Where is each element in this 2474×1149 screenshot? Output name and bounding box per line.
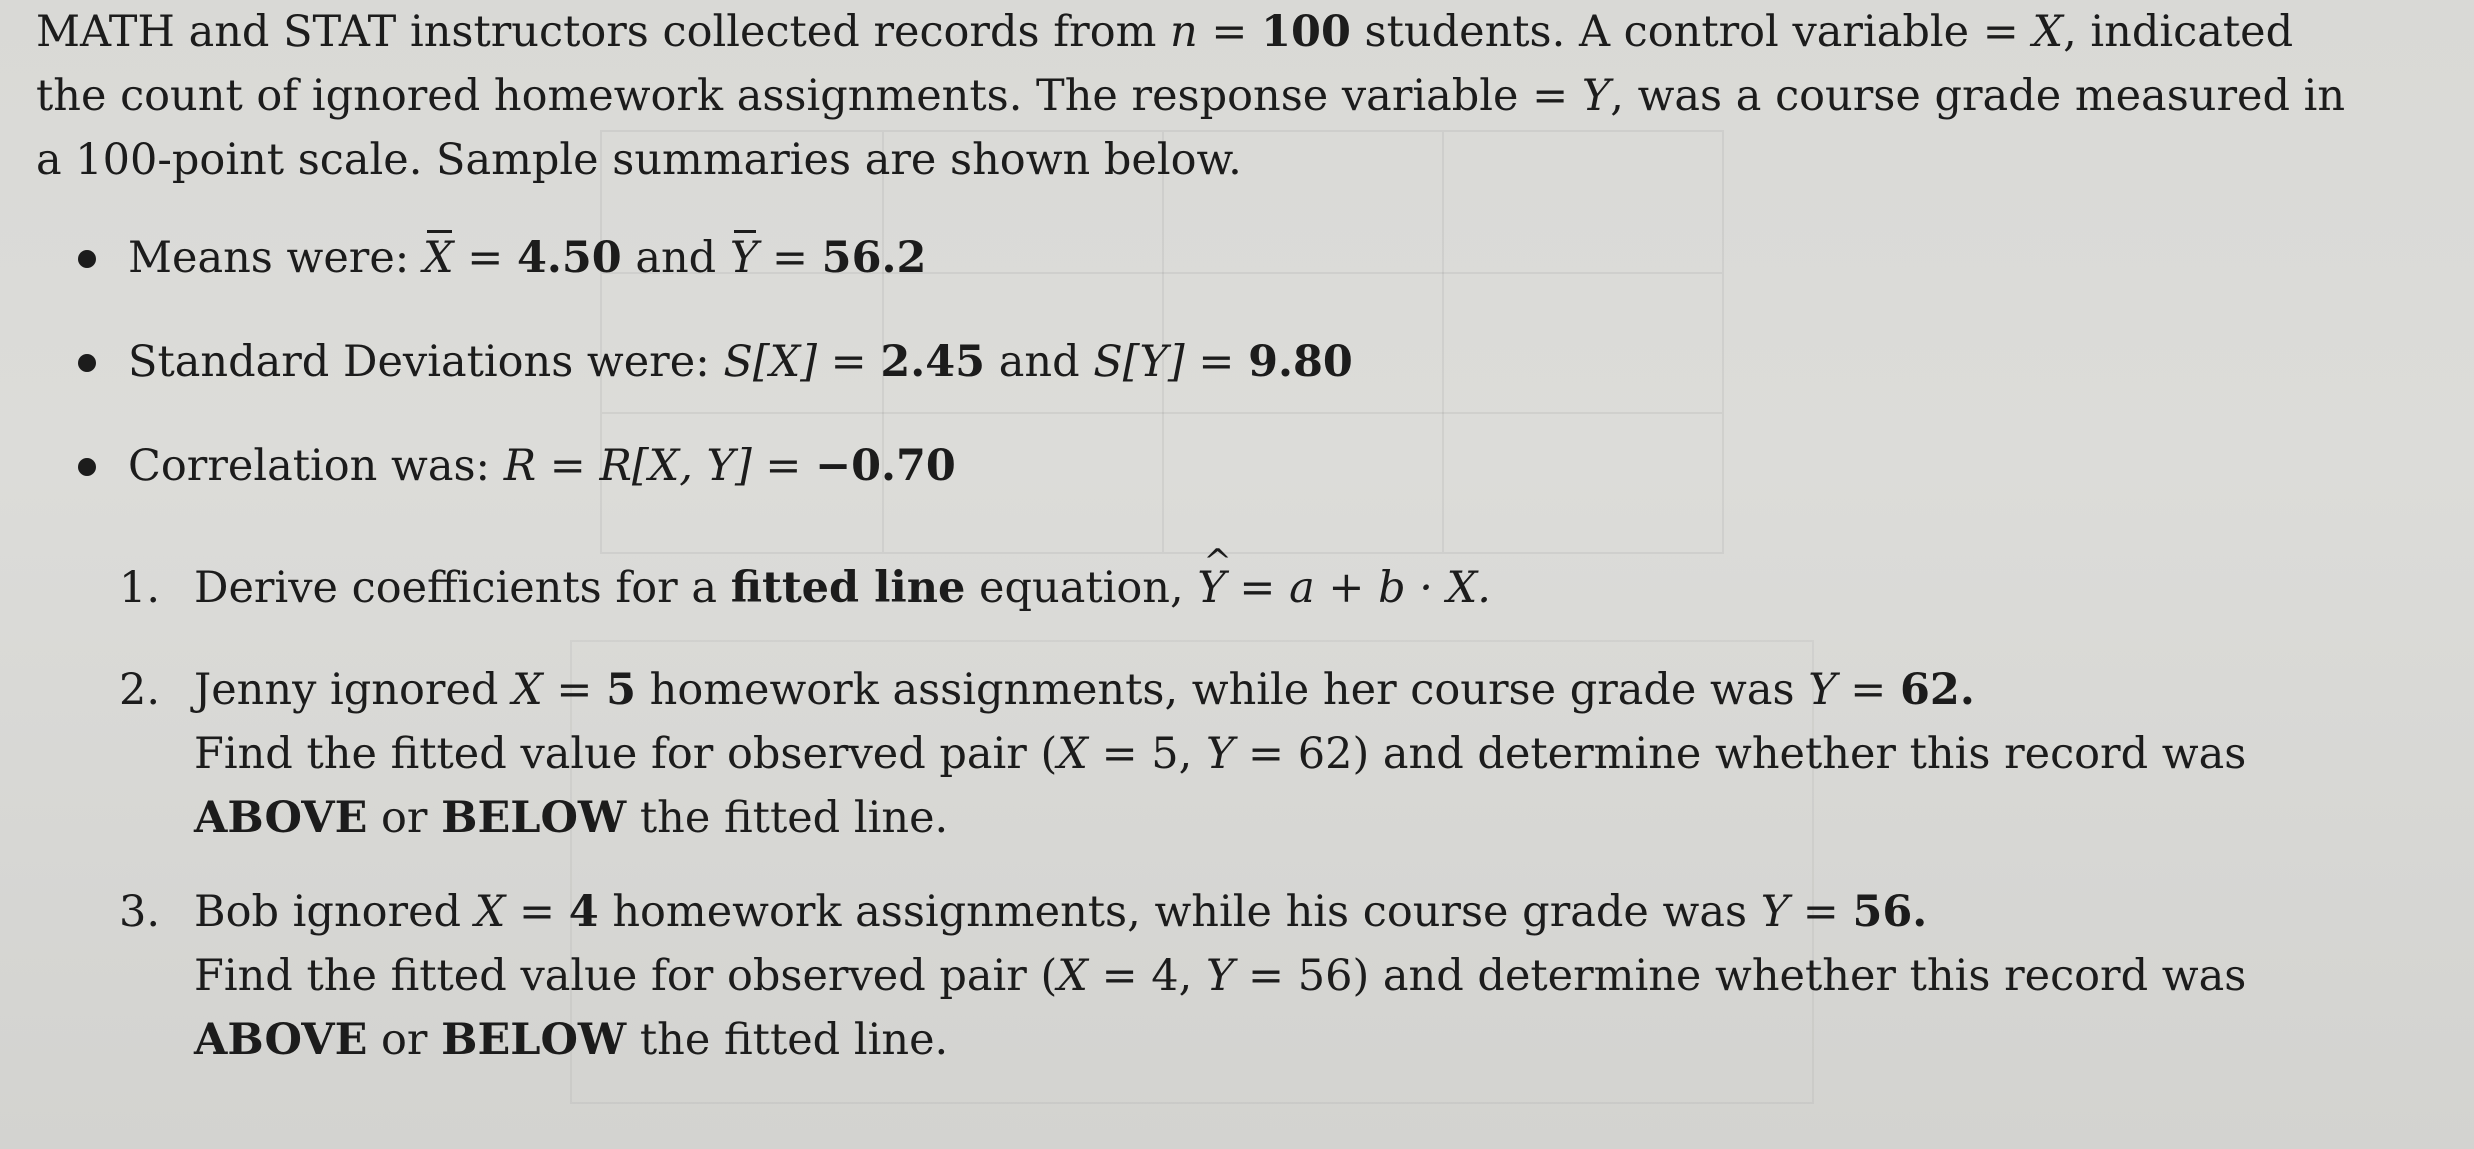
text-span: Y bbox=[730, 228, 758, 288]
problem-intro bbox=[36, 0, 2346, 192]
text-span: 56. bbox=[1852, 887, 1928, 937]
text-span: Derive coefficients for a bbox=[194, 563, 731, 613]
text-span: Find the fitted value for observed pair ( bbox=[194, 729, 1058, 779]
text-span: R[X, Y] bbox=[599, 441, 752, 491]
text-span: Standard Deviations were: bbox=[128, 337, 724, 387]
text-span: BELOW bbox=[441, 793, 627, 843]
text-span: X bbox=[474, 887, 506, 937]
text-span: 1. bbox=[119, 563, 161, 613]
text-span: = bbox=[751, 441, 816, 491]
text-span: 4 bbox=[568, 887, 599, 937]
text-span: = bbox=[816, 337, 881, 387]
text-span: X bbox=[1057, 951, 1088, 1001]
text-span: Y bbox=[1760, 887, 1790, 937]
text-span: = bbox=[758, 233, 822, 283]
text-span: = 4, bbox=[1087, 951, 1206, 1001]
text-span: Y bbox=[1581, 71, 1611, 121]
text-span: the fitted line. bbox=[626, 1015, 949, 1065]
text-span: = bbox=[505, 887, 569, 937]
text-span: X bbox=[423, 228, 454, 288]
text-span: = 56) and determine whether this record was bbox=[1234, 951, 2247, 1001]
text-span: homework assignments, while her course grade was bbox=[636, 665, 1809, 715]
text-span: Means were: bbox=[128, 233, 423, 283]
text-span: −0.70 bbox=[815, 441, 956, 491]
text-span: , was a course grade measured in bbox=[1610, 71, 2346, 121]
text-span: X bbox=[512, 665, 543, 715]
correlation-bullet bbox=[128, 436, 956, 496]
text-span: and bbox=[985, 337, 1094, 387]
bullet-dot bbox=[78, 250, 96, 268]
text-span: 2.45 bbox=[880, 337, 986, 387]
text-span: n bbox=[1170, 7, 1198, 57]
text-span: = bbox=[1225, 563, 1290, 613]
text-span: = bbox=[1836, 665, 1900, 715]
text-span: = bbox=[536, 441, 600, 491]
text-span: R bbox=[503, 441, 537, 491]
text-span: S[X] bbox=[723, 337, 817, 387]
text-span: homework assignments, while his course grade was bbox=[598, 887, 1761, 937]
text-span: ABOVE bbox=[194, 793, 368, 843]
text-span: 9.80 bbox=[1248, 337, 1353, 387]
text-span: 2. bbox=[119, 665, 161, 715]
intro-line-1 bbox=[36, 0, 2336, 64]
text-span: X bbox=[1057, 729, 1088, 779]
text-span: Jenny ignored bbox=[194, 665, 513, 715]
text-span: = bbox=[1197, 7, 1262, 57]
text-span: Y bbox=[1205, 729, 1235, 779]
text-span: or bbox=[367, 793, 442, 843]
intro-line-3: a 100-point scale. Sample summaries are shown below. bbox=[36, 135, 1242, 185]
sd-bullet bbox=[128, 332, 1353, 392]
text-span: = 62) and determine whether this record was bbox=[1234, 729, 2247, 779]
text-span: Y bbox=[1808, 665, 1837, 715]
text-span: 62. bbox=[1900, 665, 1975, 715]
intro-line-2 bbox=[36, 64, 2346, 128]
text-span: = bbox=[1184, 337, 1249, 387]
text-span: or bbox=[367, 1015, 442, 1065]
text-span: Correlation was: bbox=[128, 441, 504, 491]
text-span: 4.50 bbox=[516, 233, 622, 283]
text-span: Bob ignored bbox=[194, 887, 475, 937]
text-span: students. A control variable = bbox=[1350, 7, 2033, 57]
text-span: ABOVE bbox=[194, 1015, 368, 1065]
text-span: the fitted line. bbox=[626, 793, 949, 843]
text-span: X bbox=[2032, 7, 2064, 57]
text-span: BELOW bbox=[441, 1015, 627, 1065]
means-bullet bbox=[128, 228, 926, 288]
text-span: , indicated bbox=[2063, 7, 2294, 57]
bullet-dot bbox=[78, 458, 96, 476]
text-span: = bbox=[542, 665, 607, 715]
text-span: 5 bbox=[606, 665, 637, 715]
y-hat: ^ Y bbox=[1197, 556, 1225, 620]
text-span: MATH and STAT instructors collected records from bbox=[36, 7, 1171, 57]
text-span: equation, bbox=[965, 563, 1198, 613]
text-span: = 5, bbox=[1087, 729, 1206, 779]
text-span: Find the fitted value for observed pair ( bbox=[194, 951, 1058, 1001]
text-span: S[Y] bbox=[1093, 337, 1185, 387]
text-span: the count of ignored homework assignments. The response variable = bbox=[36, 71, 1582, 121]
text-span: Y bbox=[1205, 951, 1235, 1001]
text-span: fitted line bbox=[730, 563, 966, 613]
text-span: = bbox=[453, 233, 517, 283]
text-span: = bbox=[1789, 887, 1853, 937]
text-span: and bbox=[621, 233, 730, 283]
text-span: 56.2 bbox=[821, 233, 927, 283]
bullet-dot bbox=[78, 354, 96, 372]
text-span: a + b · X. bbox=[1289, 563, 1491, 613]
text-span: 3. bbox=[119, 887, 161, 937]
text-span: 100 bbox=[1261, 7, 1351, 57]
